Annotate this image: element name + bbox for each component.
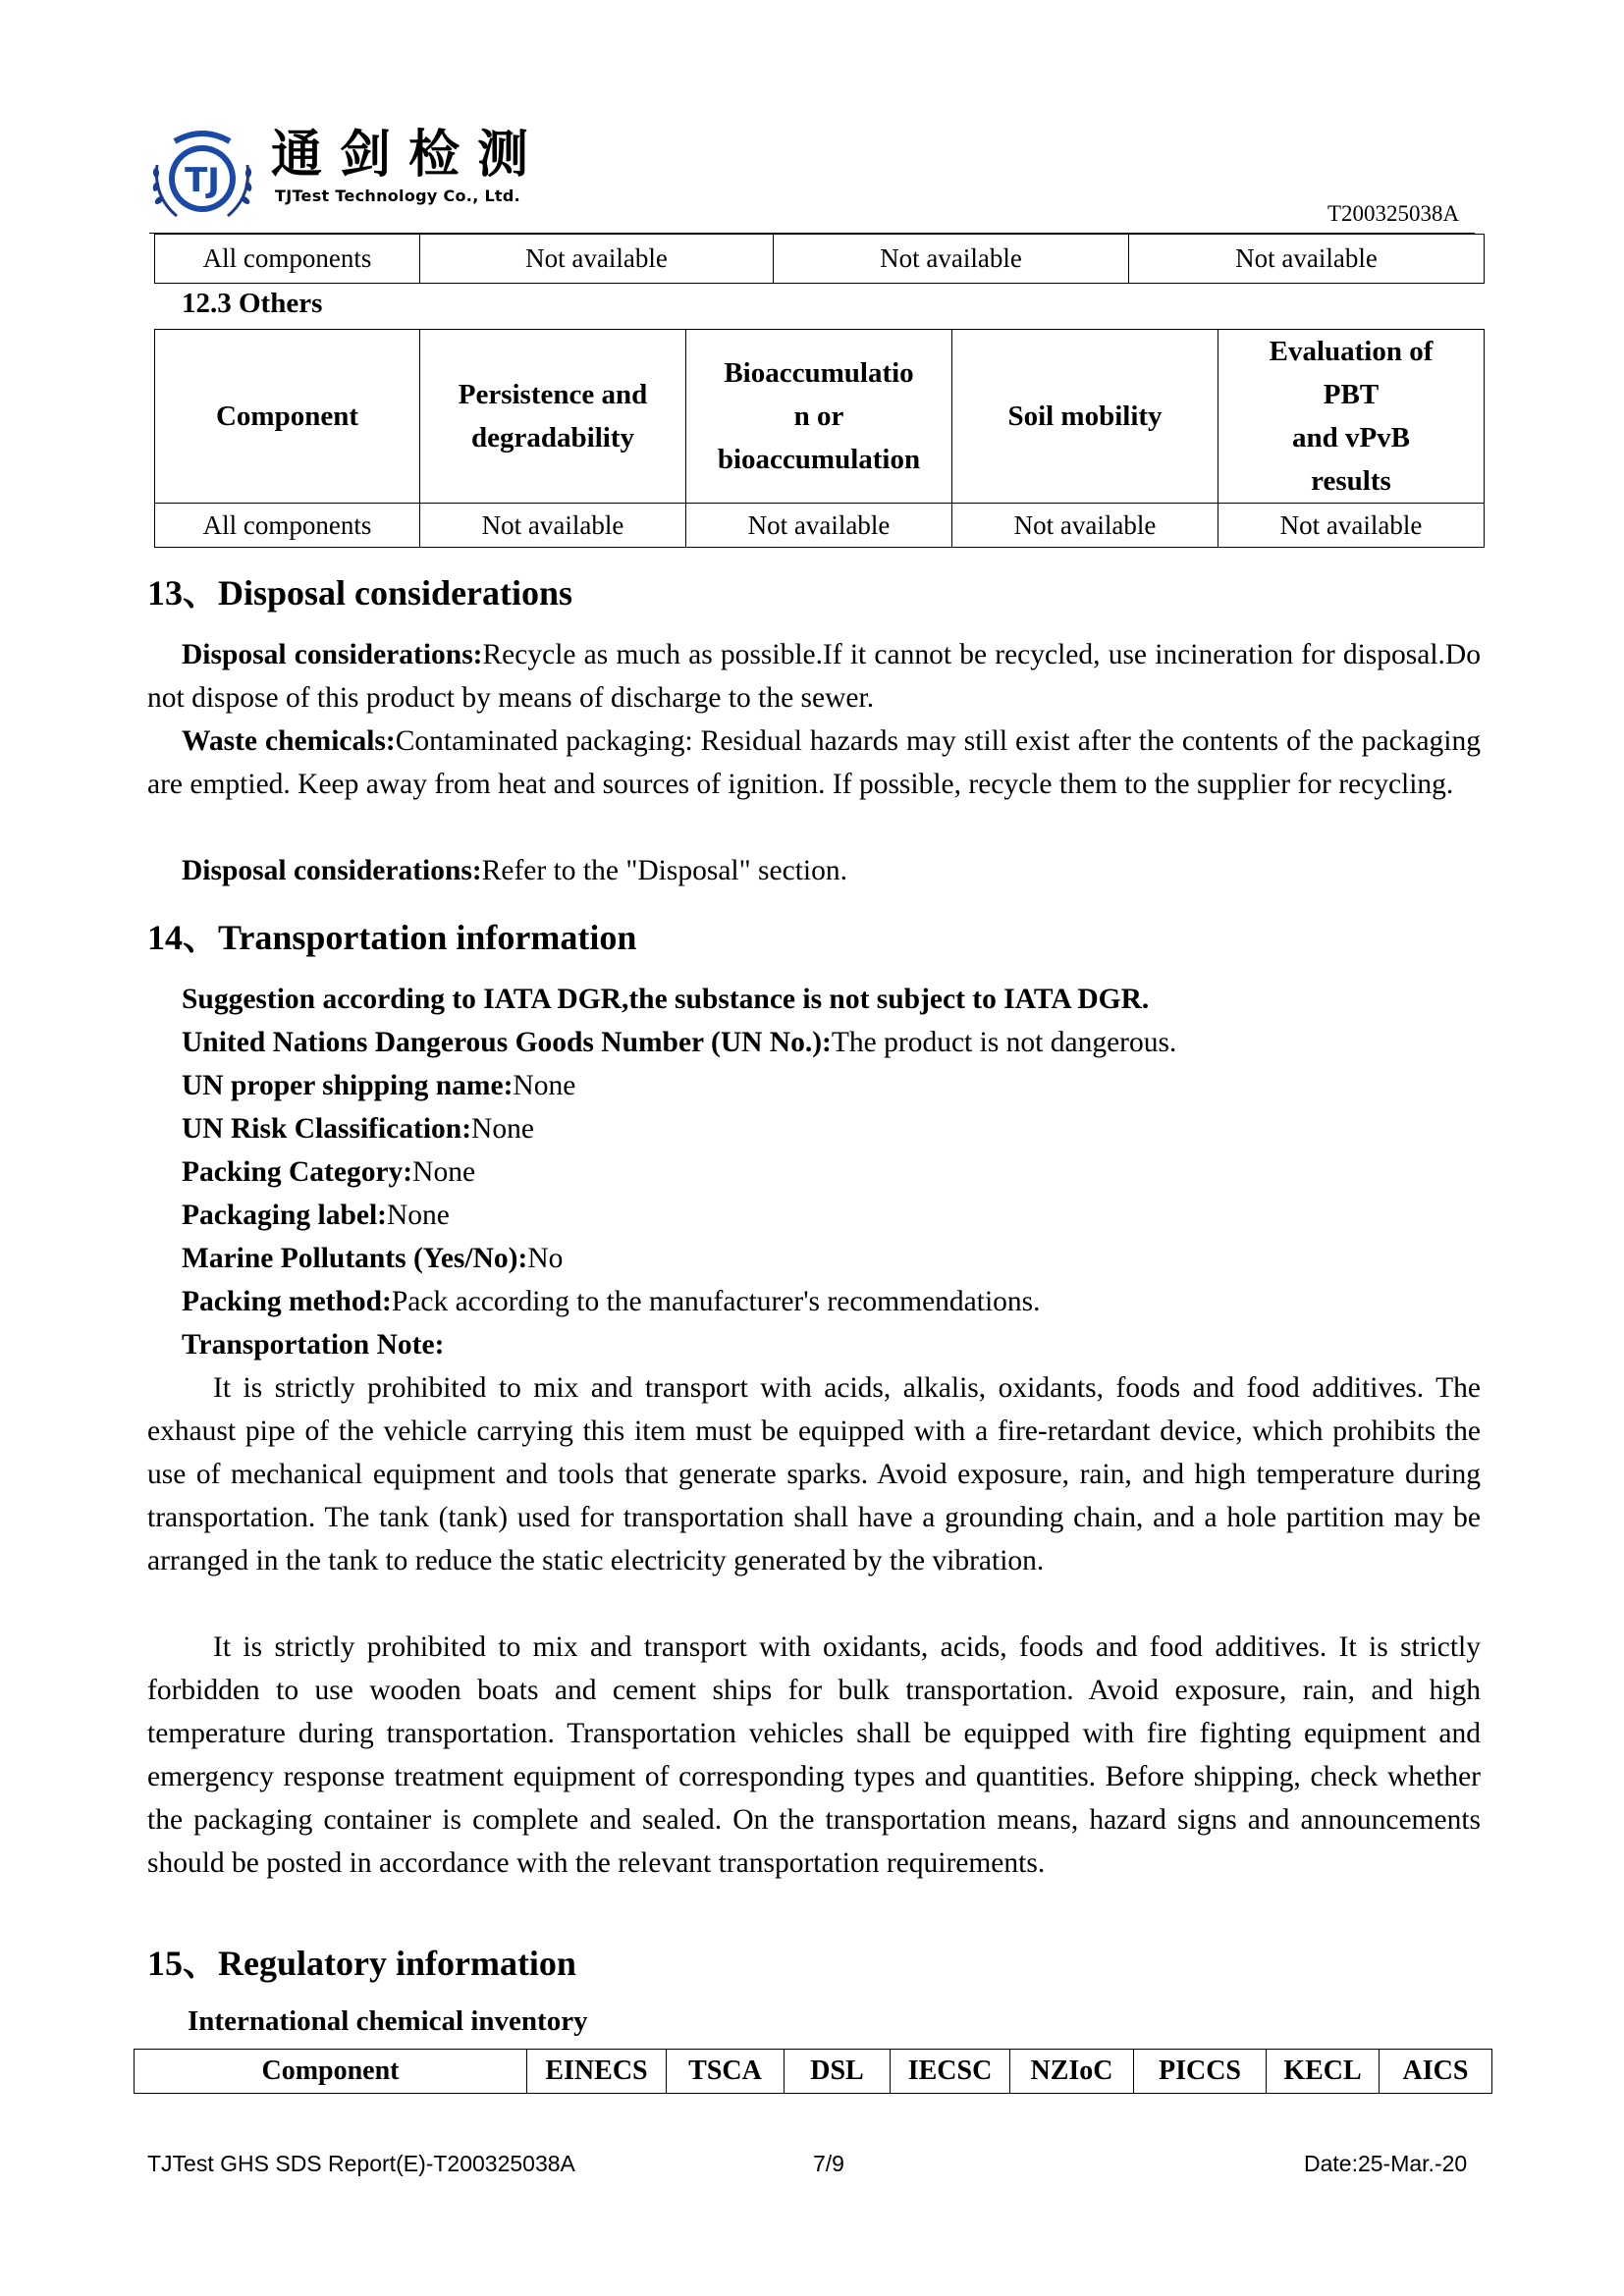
others-table — [154, 329, 1485, 548]
field-value: None — [412, 1156, 476, 1188]
table-cell: Not available — [1129, 235, 1485, 284]
column-header: EINECS — [527, 2050, 667, 2094]
logo-letters: TJ — [185, 161, 220, 200]
section-14-heading: 14、Transportation information — [147, 918, 637, 957]
header-line: Soil mobility — [1007, 400, 1163, 432]
column-header: TSCA — [667, 2050, 785, 2094]
column-header — [420, 330, 686, 504]
field-label: Packing method: — [182, 1286, 392, 1317]
table-cell: Not available — [420, 235, 774, 284]
section-13-heading: 13、Disposal considerations — [147, 573, 573, 613]
header-line: results — [1311, 465, 1391, 497]
field-label: Marine Pollutants (Yes/No): — [182, 1243, 528, 1274]
disposal-reference-paragraph — [147, 849, 1481, 892]
column-header — [1218, 330, 1485, 504]
header-line: PBT — [1323, 379, 1380, 410]
table-header-row — [135, 2050, 1492, 2094]
table-cell: Not available — [952, 504, 1218, 548]
field-label: Transportation Note: — [182, 1329, 445, 1361]
column-header — [686, 330, 952, 504]
iata-suggestion — [182, 978, 1149, 1021]
transport-note-paragraph-2: It is strictly prohibited to mix and transport with oxidants, acids, foods and food additives. It is strictly forbidden to use wooden boats and cement ships for bulk transportation. Avoid exposure, rain, and high temperature during transportation. Transportation vehicles shall be equipped with fire fighting equipment and emergency response treatment equipment of corresponding types and quantities. Before shipping, check whether the packaging container is complete and sealed. On the transportation means, hazard signs and announcements should be posted in accordance with the relevant transportation requirements. — [147, 1631, 1481, 1879]
column-header: NZIoC — [1010, 2050, 1134, 2094]
marine-pollutants-line — [182, 1237, 563, 1280]
table-header-row — [155, 330, 1485, 504]
field-value: Recycle as much as possible.If it cannot be recycled, use incineration for disposal.Do not dispose of this product by means of discharge to the sewer. — [147, 639, 1481, 714]
section-15-heading: 15、Regulatory information — [147, 1944, 576, 1983]
risk-class-line — [182, 1107, 534, 1150]
inventory-subtitle: International chemical inventory — [188, 2005, 588, 2037]
table-cell: All components — [155, 235, 420, 284]
column-header: KECL — [1267, 2050, 1380, 2094]
transport-note-label — [182, 1323, 444, 1366]
section-12-3-title: 12.3 Others — [182, 288, 323, 319]
header-line: n or — [793, 400, 844, 432]
field-label: Disposal considerations: — [182, 855, 482, 886]
field-value: Contaminated packaging: Residual hazards may still exist after the contents of the packaging are emptied. Keep away from heat and sources of ignition. If possible, recycle them to the supplier for recycling. — [147, 725, 1481, 800]
table-cell: All components — [155, 504, 420, 548]
header-line: Component — [215, 400, 358, 432]
header-line: Evaluation of — [1269, 336, 1434, 367]
company-logo — [147, 120, 257, 230]
table-row — [155, 235, 1485, 284]
inventory-table — [134, 2049, 1492, 2094]
column-header: AICS — [1380, 2050, 1492, 2094]
footer-report-name: TJTest GHS SDS Report(E)-T200325038A — [147, 2151, 575, 2176]
field-value: Refer to the "Disposal" section. — [481, 855, 847, 886]
shipping-name-line — [182, 1064, 575, 1107]
field-value: The product is not dangerous. — [831, 1027, 1177, 1058]
footer-date: Date:25-Mar.-20 — [1304, 2151, 1468, 2176]
report-number: T200325038A — [1327, 201, 1460, 226]
field-label: United Nations Dangerous Goods Number (UN No.): — [182, 1027, 832, 1058]
transport-note-paragraph-1: It is strictly prohibited to mix and transport with acids, alkalis, oxidants, foods and food additives. The exhaust pipe of the vehicle carrying this item must be equipped with a fire-retardant device, which prohibits the use of mechanical equipment and tools that generate sparks. Avoid exposure, rain, and high temperature during transportation. The tank (tank) used for transportation shall have a grounding chain, and a hole partition may be arranged in the tank to reduce the static electricity generated by the vibration. — [147, 1372, 1481, 1576]
packaging-label-line — [182, 1194, 450, 1237]
brand-name-english: TJTest Technology Co., Ltd. — [275, 187, 521, 205]
column-header: DSL — [785, 2050, 891, 2094]
field-value: None — [513, 1070, 576, 1101]
field-label: Packing Category: — [182, 1156, 413, 1188]
header-line: bioaccumulation — [717, 444, 921, 475]
column-header — [155, 330, 420, 504]
table-cell: Not available — [774, 235, 1129, 284]
packing-method-line — [182, 1280, 1041, 1323]
column-header: PICCS — [1134, 2050, 1267, 2094]
table-cell: Not available — [1218, 504, 1485, 548]
brand-name-chinese: 通剑检测 — [271, 126, 547, 185]
packing-category-line — [182, 1150, 475, 1194]
field-label: UN Risk Classification: — [182, 1113, 472, 1145]
disposal-paragraph — [147, 633, 1481, 720]
continued-table — [154, 234, 1485, 284]
field-value: None — [471, 1113, 534, 1145]
column-header: Component — [135, 2050, 527, 2094]
column-header: IECSC — [891, 2050, 1010, 2094]
header-line: Persistence and — [458, 379, 648, 410]
field-label: Waste chemicals: — [182, 725, 396, 757]
header-line: degradability — [471, 422, 634, 454]
column-header — [952, 330, 1218, 504]
field-label: Packaging label: — [182, 1200, 387, 1231]
field-label: Disposal considerations: — [182, 639, 483, 670]
header-line: Bioaccumulatio — [724, 357, 914, 389]
table-row — [155, 504, 1485, 548]
table-cell: Not available — [686, 504, 952, 548]
table-cell: Not available — [420, 504, 686, 548]
field-value: No — [527, 1243, 564, 1274]
field-value: None — [386, 1200, 450, 1231]
header-line: and vPvB — [1291, 422, 1411, 454]
waste-chemicals-paragraph — [147, 720, 1481, 806]
un-number-line — [182, 1021, 1176, 1064]
field-value: Pack according to the manufacturer's recommendations. — [391, 1286, 1041, 1317]
footer-page-number: 7/9 — [813, 2151, 844, 2176]
field-label: Suggestion according to IATA DGR,the substance is not subject to IATA DGR. — [182, 984, 1150, 1015]
field-label: UN proper shipping name: — [182, 1070, 514, 1101]
